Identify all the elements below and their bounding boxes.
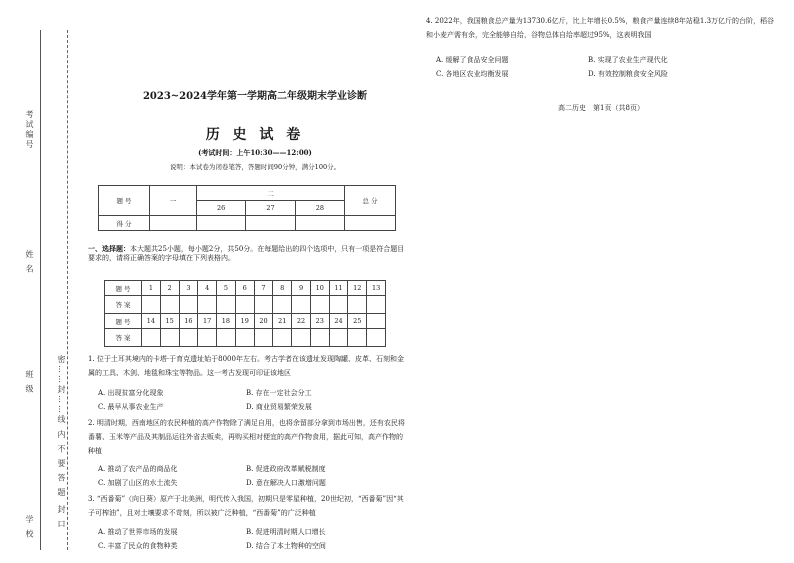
question-1-options (98, 386, 398, 414)
question-number: 21 (273, 314, 292, 329)
score-cell[interactable] (246, 216, 295, 231)
question-number: 22 (292, 314, 311, 329)
option-b[interactable]: B. 促进明清时期人口增长 (246, 528, 326, 536)
score-cell[interactable] (295, 216, 344, 231)
option-a[interactable]: A. 推动了世界市场的发展 (98, 528, 178, 536)
question-number: 8 (273, 281, 292, 296)
score-table (98, 185, 396, 231)
question-number: 10 (310, 281, 329, 296)
answer-cell[interactable] (292, 296, 311, 314)
option-d[interactable]: D. 商业贸易繁荣发展 (246, 403, 312, 411)
question-number: 17 (198, 314, 217, 329)
question-number: 11 (329, 281, 348, 296)
question-number: 23 (310, 314, 329, 329)
answer-cell[interactable] (348, 329, 367, 347)
option-d[interactable]: D. 意在解决人口激增问题 (246, 479, 326, 487)
question-number: 25 (348, 314, 367, 329)
question-2-options (98, 462, 398, 490)
binding-line-outer (40, 30, 41, 550)
answer-cell[interactable] (179, 329, 198, 347)
answer-cell[interactable] (254, 296, 273, 314)
answer-cell[interactable] (273, 329, 292, 347)
answer-cell[interactable] (273, 296, 292, 314)
score-cell[interactable] (150, 216, 197, 231)
question-number: 5 (217, 281, 236, 296)
answer-cell[interactable] (198, 296, 217, 314)
answer-cell[interactable] (142, 296, 161, 314)
option-c[interactable]: C. 丰富了民众的食物种类 (98, 542, 178, 550)
inside-no-answer-label: 内 不 要 答 题 (57, 430, 66, 499)
answer-cell[interactable] (160, 329, 179, 347)
answer-cell[interactable] (329, 329, 348, 347)
answer-row-label: 答 案 (105, 329, 142, 347)
subject-title: 历 史 试 卷 (205, 127, 305, 143)
answer-cell[interactable] (310, 329, 329, 347)
option-b[interactable]: B. 促进政府改革赋税制度 (246, 465, 326, 473)
question-4-stem: 4. 2022年，我国粮食总产量为13730.6亿斤，比上年增长0.5%，粮食产量连续8年站稳1.3万亿斤的台阶，稻谷和小麦产需有余，完全能够自给，谷物总体自给率超过95%，这表明我国 (426, 17, 775, 39)
answer-table (104, 280, 386, 347)
answer-cell[interactable] (235, 296, 254, 314)
score-table-header: 题 号 (99, 186, 150, 216)
answer-cell[interactable] (348, 296, 367, 314)
question-number: 15 (160, 314, 179, 329)
exam-title: 2023~2024学年第一学期高二年级期末学业诊断 (142, 91, 368, 102)
seal-line-label: 密……封……线 (57, 355, 66, 425)
score-table-row-label: 得 分 (99, 216, 150, 231)
school-label: 学 校 (25, 515, 34, 540)
score-cell[interactable] (345, 216, 396, 231)
option-b[interactable]: B. 实现了农业生产现代化 (588, 56, 668, 64)
option-c[interactable]: C. 加剧了山区的水土流失 (98, 479, 178, 487)
answer-table-header: 题 号 (105, 281, 142, 296)
option-c[interactable]: C. 最早从事农业生产 (98, 403, 164, 411)
question-3-stem: 3. “西番菊”（向日葵）原产于北美洲，明代传入我国，初期只是零星种植，20世纪初，“西番菊”因“其子可榨油”，且对土壤要求不苛刻，所以被广泛种植，“西番菊”的广泛种植 (88, 495, 404, 517)
answer-cell[interactable] (142, 329, 161, 347)
score-table-sub: 28 (295, 201, 344, 216)
seal-mouth-label: 封 口 (57, 505, 66, 530)
answer-cell[interactable] (217, 329, 236, 347)
section1-text: 本大题共25小题，每小题2分，共50分。在每题给出的四个选项中，只有一项是符合题目要求的，请将正确答案的字母填在下列表格内。 (88, 245, 405, 263)
question-number: 18 (217, 314, 236, 329)
answer-row-label: 答 案 (105, 296, 142, 314)
score-table-part2: 二 (197, 186, 345, 201)
question-number: 2 (160, 281, 179, 296)
option-c[interactable]: C. 各地区农业均衡发展 (436, 70, 509, 78)
question-number: 4 (198, 281, 217, 296)
answer-cell[interactable] (254, 329, 273, 347)
score-table-sub: 26 (197, 201, 246, 216)
question-2-stem: 2. 明清时期，西南地区的农民种植的高产作物除了满足自用，也将余留部分拿到市场出售，还有农民将番薯、玉米等产品及其制品运往外省去贩卖，再购买相对便宜的高产作物食用，据此可知，高产作物的种植 (88, 419, 405, 455)
binding-line-inner (67, 30, 68, 550)
empty-cell (367, 329, 386, 347)
score-table-part1: 一 (150, 186, 197, 216)
exam-time: (考试时间：上午10:30——12:00) (198, 148, 312, 157)
question-number: 14 (142, 314, 161, 329)
answer-cell[interactable] (198, 329, 217, 347)
option-a[interactable]: A. 出现贫富分化现象 (98, 389, 164, 397)
answer-cell[interactable] (179, 296, 198, 314)
option-b[interactable]: B. 存在一定社会分工 (246, 389, 312, 397)
option-d[interactable]: D. 结合了本土物种的空间 (246, 542, 326, 550)
class-label: 班 级 (25, 370, 34, 395)
question-number: 24 (329, 314, 348, 329)
answer-table-header: 题 号 (105, 314, 142, 329)
question-number: 9 (292, 281, 311, 296)
option-a[interactable]: A. 推动了农产品的商品化 (98, 465, 178, 473)
question-number: 16 (179, 314, 198, 329)
name-label: 姓 名 (25, 250, 34, 275)
question-number: 12 (348, 281, 367, 296)
question-number: 6 (235, 281, 254, 296)
empty-cell (367, 314, 386, 329)
answer-cell[interactable] (160, 296, 179, 314)
option-a[interactable]: A. 缓解了食品安全问题 (436, 56, 509, 64)
question-1-stem: 1. 位于土耳其境内的卡塔·于育克遗址始于8000年左右。考古学者在该遗址发现陶罐、皮革、石刻和金属的工具、木剑、地毯和珠宝等物品。这一考古发现可印证该地区 (88, 355, 404, 377)
section1-intro (88, 244, 408, 264)
question-number: 7 (254, 281, 273, 296)
question-number: 3 (179, 281, 198, 296)
question-number: 1 (142, 281, 161, 296)
option-d[interactable]: D. 有效控制粮食安全风险 (588, 70, 668, 78)
score-cell[interactable] (197, 216, 246, 231)
question-4-options (436, 53, 766, 81)
score-table-sub: 27 (246, 201, 295, 216)
exam-no-label: 考试编号 (25, 110, 34, 150)
question-number: 20 (254, 314, 273, 329)
page-footer: 高二历史 第1页（共8页） (558, 104, 644, 112)
section1-lead: 一、选择题： (88, 244, 130, 253)
exam-note: 说明：本试卷为闭卷笔答，答题时间90分钟，满分100分。 (169, 163, 341, 171)
answer-cell[interactable] (217, 296, 236, 314)
answer-cell[interactable] (310, 296, 329, 314)
answer-cell[interactable] (367, 296, 386, 314)
question-3-options (98, 525, 398, 553)
answer-cell[interactable] (329, 296, 348, 314)
question-number: 19 (235, 314, 254, 329)
answer-cell[interactable] (235, 329, 254, 347)
score-table-total: 总 分 (345, 186, 396, 216)
answer-cell[interactable] (292, 329, 311, 347)
question-number: 13 (367, 281, 386, 296)
